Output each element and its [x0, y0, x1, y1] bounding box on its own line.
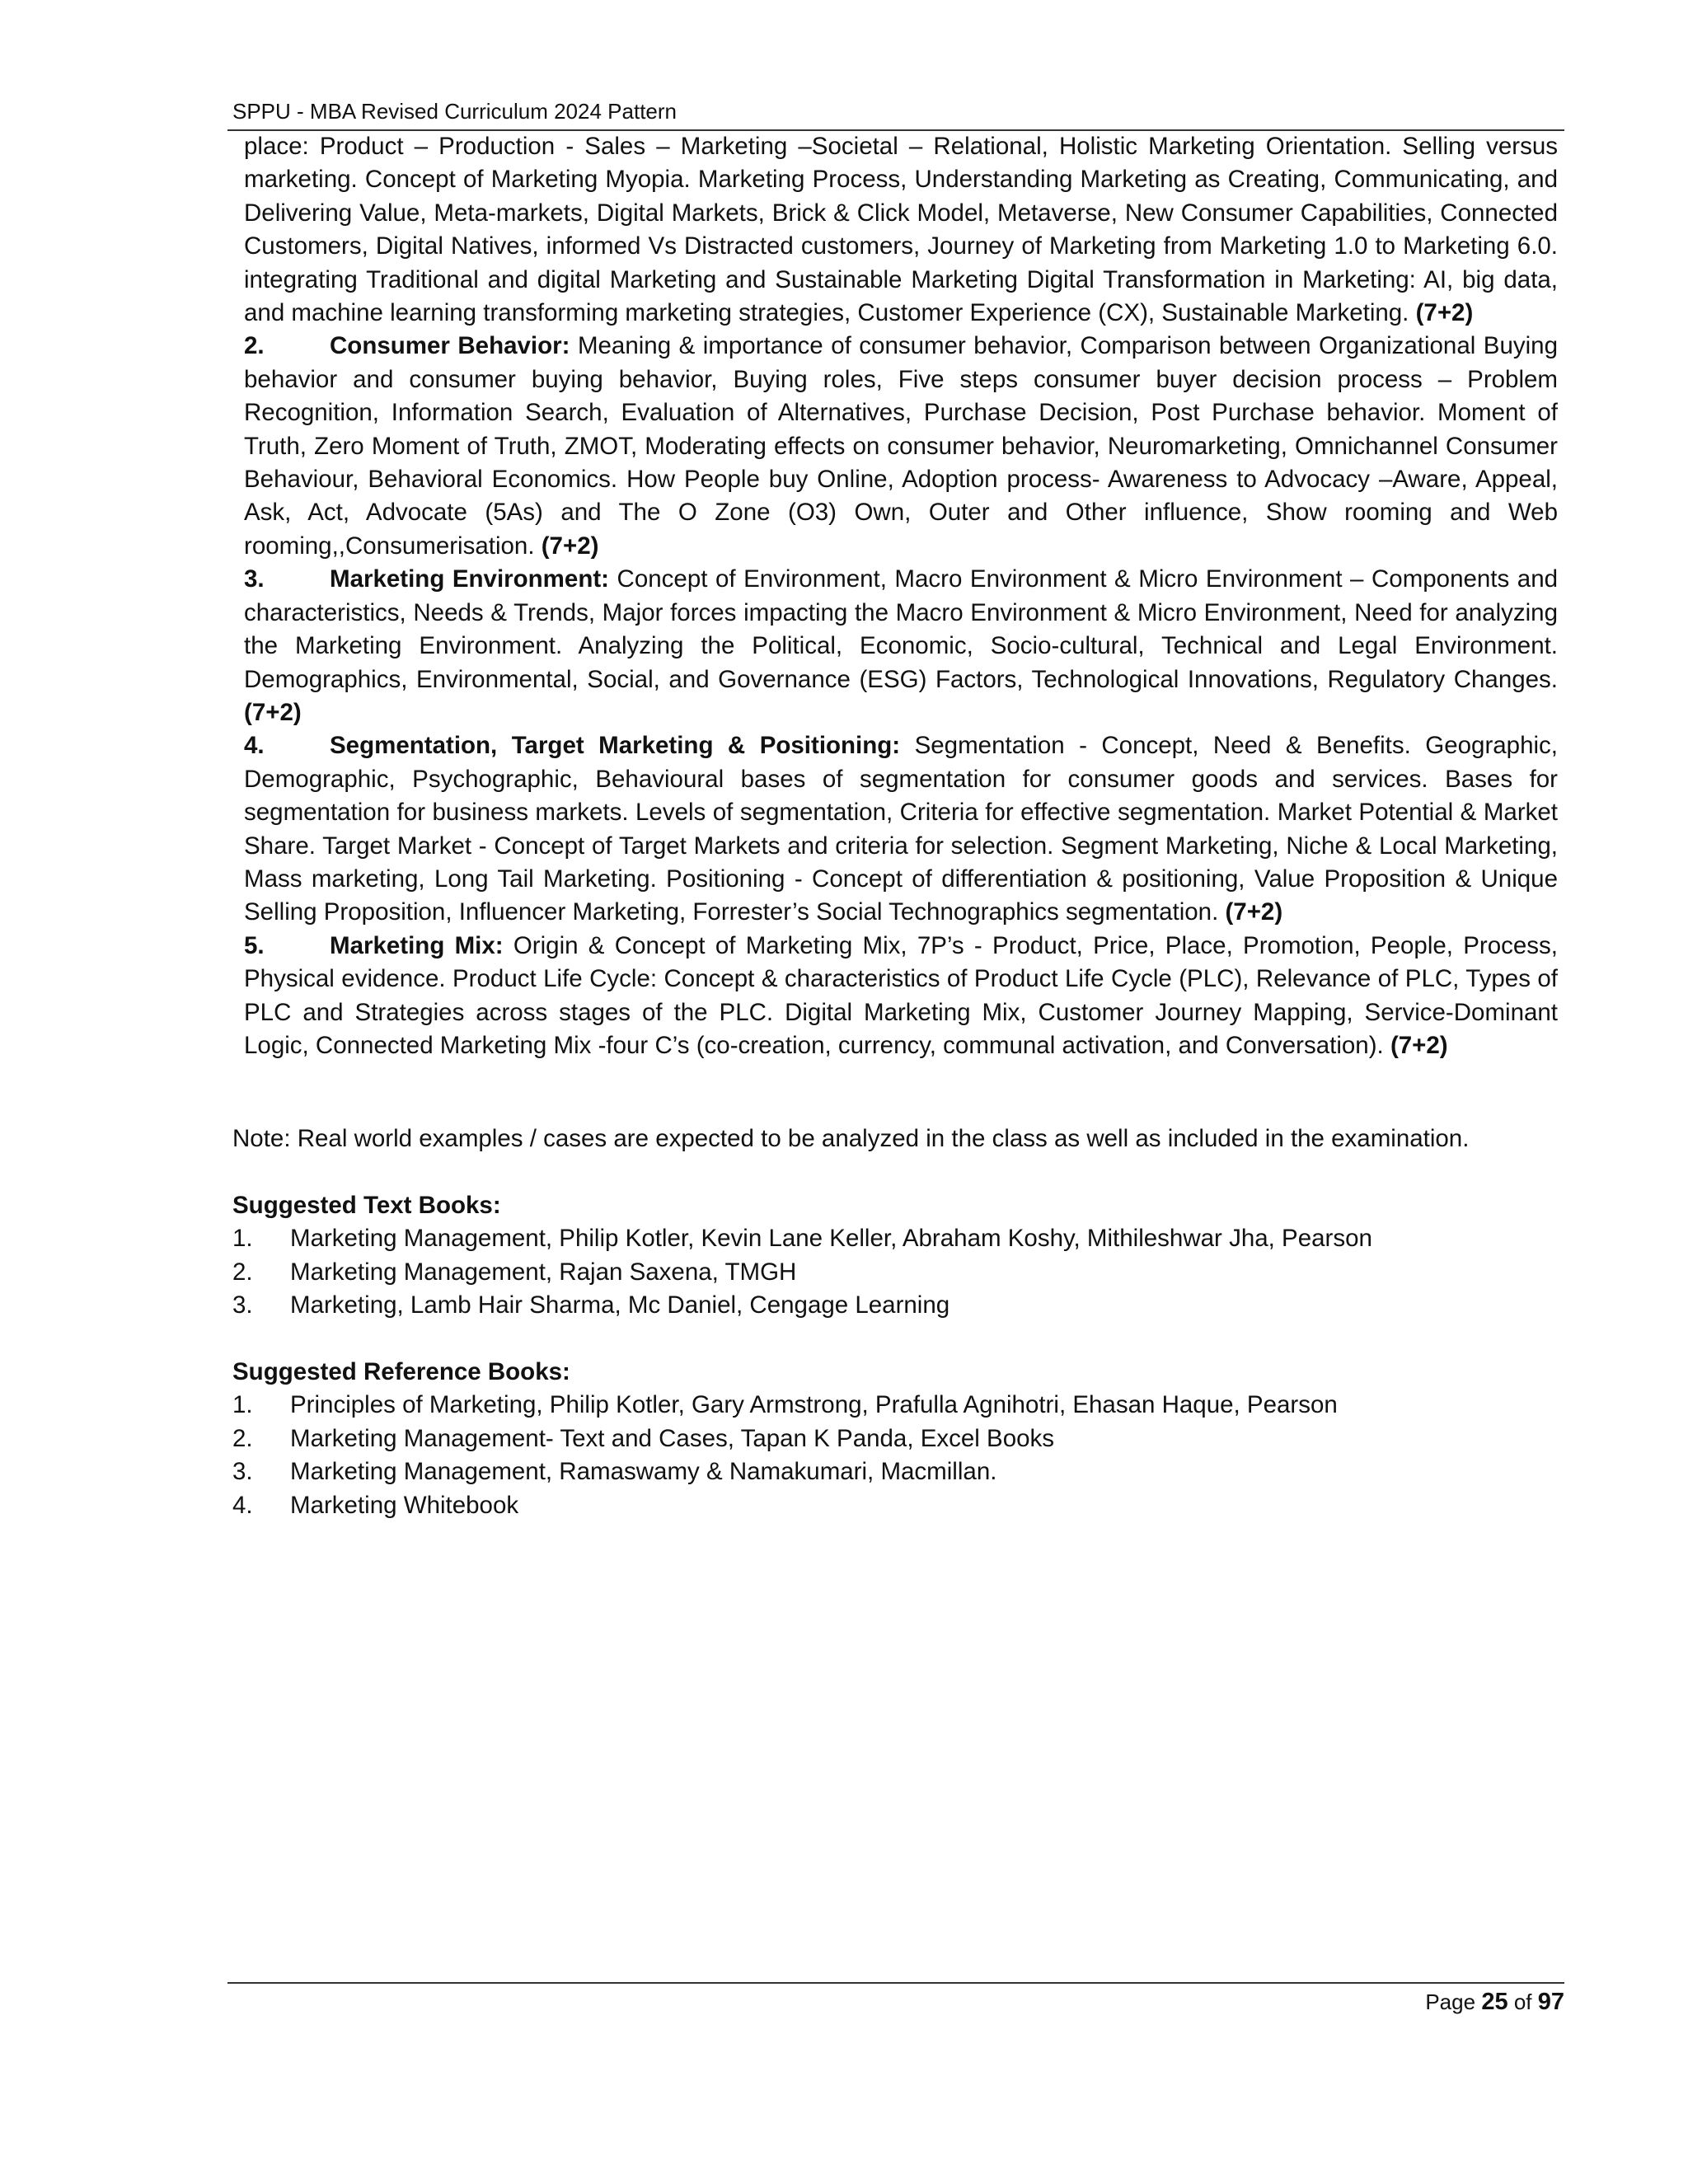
unit-text: Origin & Concept of Marketing Mix, 7P’s - Product, Price, Place, Promotion, People, Process, Physical evidence. Product Life Cycle: Concept & characteristics of Product Life Cycle (PLC), Relevance of PLC, Types of PLC and Strategies across stages of the PLC. Digital Marketing Mix, Customer Journey Mapping, Service-Dominant Logic, Connected Marketing Mix -four C’s (co-creation, currency, communal activation, and Conversation). [244, 931, 1559, 1059]
list-item: 3. Marketing Management, Ramaswamy & Namakumari, Macmillan. [232, 1458, 997, 1486]
unit-2 [244, 330, 1558, 563]
unit-credits: (7+2) [541, 532, 599, 560]
total-pages: 97 [1537, 1989, 1564, 2015]
syllabus-units [244, 130, 1558, 1062]
unit-number: 2. [244, 332, 265, 360]
unit-heading: Marketing Mix: [330, 931, 504, 959]
unit-heading: Segmentation, Target Marketing & Positioning: [330, 732, 901, 760]
unit-text: place: Product – Production - Sales – Marketing –Societal – Relational, Holistic Marketing Orientation. Selling versus marketing. Concept of Marketing Myopia. Marketing Process, Understanding Marketing as Creating, Communicating, and Delivering Value, Meta-markets, Digital Markets, Brick & Click Model, Metaverse, New Consumer Capabilities, Connected Customers, Digital Natives, informed Vs Distracted customers, Journey of Marketing from Marketing 1.0 to Marketing 6.0. integrating Traditional and digital Marketing and Sustainable Marketing Digital Transformation in Marketing: AI, big data, and machine learning transforming marketing strategies, Customer Experience (CX), Sustainable Marketing. [244, 133, 1558, 327]
unit-3 [244, 563, 1558, 729]
page-number-footer [1425, 1989, 1564, 2016]
text-books-section [232, 1189, 1568, 1323]
unit-text: Concept of Environment, Macro Environment & Micro Environment – Components and characteristics, Needs & Trends, Major forces impacting the Macro Environment & Micro Environment, Need for analyzing the Marketing Environment. Analyzing the Political, Economic, Socio-cultural, Technical and Legal Environment. Demographics, Environmental, Social, and Governance (ESG) Factors, Technological Innovations, Regulatory Changes. [244, 565, 1559, 693]
unit-number: 3. [244, 565, 265, 593]
unit-heading: Marketing Environment: [330, 565, 609, 593]
unit-credits: (7+2) [1415, 299, 1474, 327]
of-label: of [1513, 1990, 1532, 2014]
list-item: 4. Marketing Whitebook [232, 1491, 519, 1519]
list-item: 2. Marketing Management, Rajan Saxena, TMGH [232, 1258, 797, 1286]
unit-credits: (7+2) [1225, 898, 1283, 926]
unit-4 [244, 729, 1558, 929]
unit-number: 4. [244, 732, 265, 760]
page-label: Page [1425, 1990, 1476, 2014]
note: Note: Real world examples / cases are expected to be analyzed in the class as well as included in the examination. [232, 1125, 1470, 1152]
unit-heading: Consumer Behavior: [330, 332, 570, 360]
unit-text: Meaning & importance of consumer behavior, Comparison between Organizational Buying behavior and consumer buying behavior, Buying roles, Five steps consumer buyer decision process – Problem Recognition, Information Search, Evaluation of Alternatives, Purchase Decision, Post Purchase behavior. Moment of Truth, Zero Moment of Truth, ZMOT, Moderating effects on consumer behavior, Neuromarketing, Omnichannel Consumer Behaviour, Behavioral Economics. How People buy Online, Adoption process- Awareness to Advocacy –Aware, Appeal, Ask, Act, Advocate (5As) and The O Zone (O3) Own, Outer and Other influence, Show rooming and Web rooming,,Consumerisation. [244, 332, 1558, 560]
list-item: 2. Marketing Management- Text and Cases, Tapan K Panda, Excel Books [232, 1424, 1055, 1452]
page-header: SPPU - MBA Revised Curriculum 2024 Pattern [232, 99, 677, 124]
unit-5 [244, 930, 1558, 1063]
list-item: 1. Marketing Management, Philip Kotler, Kevin Lane Keller, Abraham Koshy, Mithileshwar Jha, Pearson [232, 1225, 1372, 1253]
unit-number: 5. [244, 931, 265, 959]
page-number: 25 [1481, 1989, 1508, 2015]
reference-books-heading: Suggested Reference Books: [232, 1358, 570, 1385]
unit-1-continuation [244, 130, 1558, 330]
text-books-heading: Suggested Text Books: [232, 1192, 501, 1219]
unit-credits: (7+2) [1390, 1031, 1448, 1059]
unit-credits: (7+2) [244, 698, 302, 726]
reference-books-section [232, 1356, 1568, 1522]
list-item: 1. Principles of Marketing, Philip Kotler, Gary Armstrong, Prafulla Agnihotri, Ehasan Haque, Pearson [232, 1391, 1338, 1419]
unit-text: Segmentation - Concept, Need & Benefits. Geographic, Demographic, Psychographic, Behavioural bases of segmentation for consumer goods and services. Bases for segmentation for business markets. Levels of segmentation, Criteria for effective segmentation. Market Potential & Market Share. Target Market - Concept of Target Markets and criteria for selection. Segment Marketing, Niche & Local Marketing, Mass marketing, Long Tail Marketing. Positioning - Concept of differentiation & positioning, Value Proposition & Unique Selling Proposition, Influencer Marketing, Forrester’s Social Technographics segmentation. [244, 732, 1558, 926]
list-item: 3. Marketing, Lamb Hair Sharma, Mc Daniel, Cengage Learning [232, 1291, 950, 1319]
footer-divider [227, 1982, 1564, 1984]
